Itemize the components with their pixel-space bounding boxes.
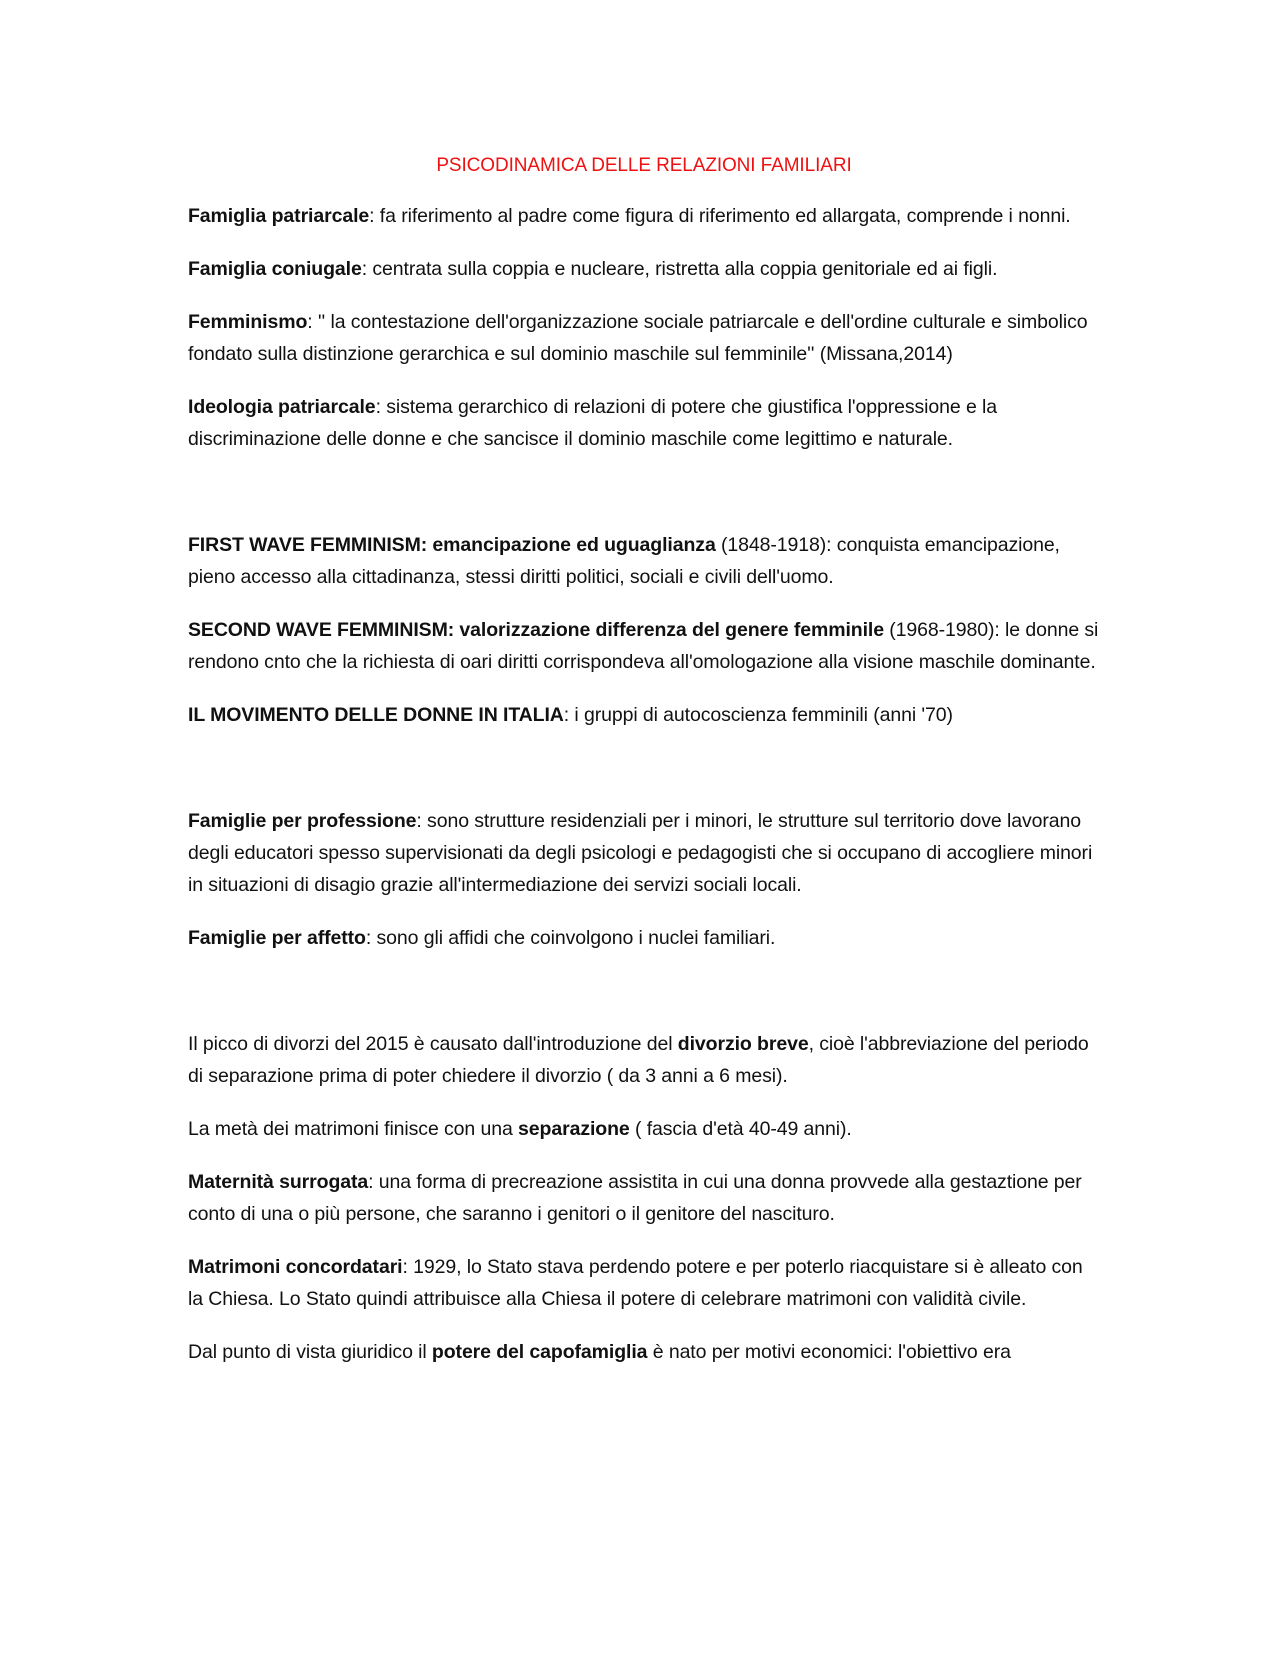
- paragraph-matrimoni-concordatari: [188, 1251, 1100, 1315]
- definition: (1848-1918): conquista emancipazione, pieno accesso alla cittadinanza, stessi diritti politici, sociali e civili dell'uomo.: [188, 534, 1060, 588]
- paragraph-movimento-italia: [188, 699, 1100, 731]
- term: Famiglie per affetto: [188, 927, 366, 949]
- term: Famiglie per professione: [188, 810, 417, 832]
- paragraph-separazione: [188, 1113, 1100, 1145]
- term: Famiglia coniugale: [188, 258, 362, 280]
- blank-line: [188, 975, 1100, 1028]
- paragraph-femminismo: [188, 306, 1100, 370]
- lead-text: La metà dei matrimoni finisce con una: [188, 1118, 519, 1140]
- blank-line: [188, 752, 1100, 805]
- paragraph-potere-capofamiglia: [188, 1336, 1100, 1368]
- definition: : sono strutture residenziali per i minori, le strutture sul territorio dove lavorano degli educatori spesso supervisionati da degli psicologi e pedagogisti che si occupano di accogliere minori in situazioni di disagio grazie all'intermediazione dei servizi sociali locali.: [188, 810, 1093, 896]
- term: divorzio breve: [677, 1033, 809, 1055]
- definition: : sono gli affidi che coinvolgono i nuclei familiari.: [365, 927, 776, 949]
- term: Famiglia patriarcale: [188, 205, 370, 227]
- term: IL MOVIMENTO DELLE DONNE IN ITALIA: [188, 704, 564, 726]
- definition: : centrata sulla coppia e nucleare, ristretta alla coppia genitoriale ed ai figli.: [361, 258, 998, 280]
- term: Femminismo: [188, 311, 308, 333]
- definition: ( fascia d'età 40-49 anni).: [629, 1118, 852, 1140]
- blank-line: [188, 476, 1100, 529]
- definition: : i gruppi di autocoscienza femminili (anni '70): [563, 704, 953, 726]
- paragraph-first-wave: [188, 529, 1100, 593]
- definition: : '' la contestazione dell'organizzazione sociale patriarcale e dell'ordine culturale e simbolico fondato sulla distinzione gerarchica e sul dominio maschile sul femminile'' (Missana,2014): [188, 311, 1088, 365]
- lead-text: Il picco di divorzi del 2015 è causato dall'introduzione del: [188, 1033, 678, 1055]
- term: potere del capofamiglia: [431, 1341, 648, 1363]
- paragraph-famiglie-professione: [188, 805, 1100, 901]
- paragraph-divorzio-breve: [188, 1028, 1100, 1092]
- definition: (1968-1980): le donne si rendono cnto che la richiesta di oari diritti corrispondeva all'omologazione alla visione maschile dominante.: [188, 619, 1099, 673]
- term: Matrimoni concordatari: [188, 1256, 403, 1278]
- document-body: [188, 150, 1100, 1389]
- definition: : sistema gerarchico di relazioni di potere che giustifica l'oppressione e la discriminazione delle donne e che sancisce il dominio maschile come legittimo e naturale.: [188, 396, 997, 450]
- paragraph-famiglie-affetto: [188, 922, 1100, 954]
- definition: : fa riferimento al padre come figura di riferimento ed allargata, comprende i nonni.: [369, 205, 1071, 227]
- paragraph-famiglia-coniugale: [188, 253, 1100, 285]
- definition: : una forma di precreazione assistita in cui una donna provvede alla gestaztione per conto di una o più persone, che saranno i genitori o il genitore del nascituro.: [188, 1171, 1082, 1225]
- page-title: PSICODINAMICA DELLE RELAZIONI FAMILIARI: [436, 155, 852, 176]
- term: SECOND WAVE FEMMINISM: valorizzazione differenza del genere femminile: [188, 619, 884, 641]
- paragraph-ideologia-patriarcale: [188, 391, 1100, 455]
- lead-text: Dal punto di vista giuridico il: [188, 1341, 432, 1363]
- paragraph-famiglia-patriarcale: [188, 200, 1100, 232]
- definition: , cioè l'abbreviazione del periodo di separazione prima di poter chiedere il divorzio ( da 3 anni a 6 mesi).: [188, 1033, 1089, 1087]
- term: separazione: [518, 1118, 630, 1140]
- definition: è nato per motivi economici: l'obiettivo era: [647, 1341, 1011, 1363]
- term: Ideologia patriarcale: [188, 396, 376, 418]
- term: FIRST WAVE FEMMINISM: emancipazione ed uguaglianza: [188, 534, 716, 556]
- paragraph-maternita-surrogata: [188, 1166, 1100, 1230]
- paragraph-second-wave: [188, 614, 1100, 678]
- definition: : 1929, lo Stato stava perdendo potere e per poterlo riacquistare si è alleato con la Chiesa. Lo Stato quindi attribuisce alla Chiesa il potere di celebrare matrimoni con validità civile.: [188, 1256, 1083, 1310]
- term: Maternità surrogata: [188, 1171, 369, 1193]
